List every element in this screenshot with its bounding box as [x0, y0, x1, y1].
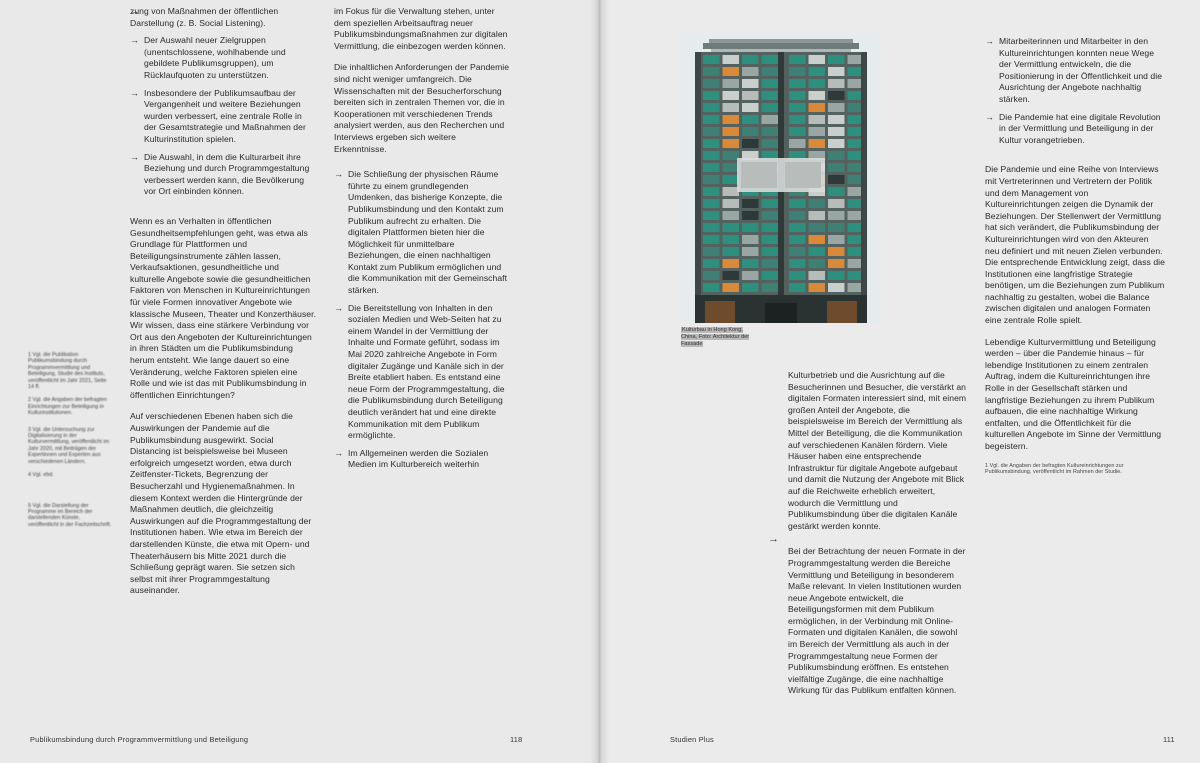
facade-window — [762, 247, 779, 256]
paragraph: Bei der Betrachtung der neuen Formate in der Programmgestaltung werden die Bereiche Vermittlung und Beteiligung in besonderem Maße relevant. In vielen Institutionen wurden neue Angebote entwickelt, die Beteiligungsformen mit dem Publikum ermöglichen, in der Verbindung mit Online-Formaten und digitalen Kanälen, die sowohl im Bereich der Vermittlung als auch in der Programmgestaltung neue Formen der Publikumsbindung eröffnen. Es entstehen vielfältige Zugänge, die eine nachhaltige Wirkung für das Publikum entfalten können. — [788, 546, 966, 696]
facade-window — [828, 151, 845, 160]
building-photo — [681, 33, 881, 323]
facade-window — [809, 235, 826, 244]
facade-window — [723, 163, 740, 172]
facade-window — [723, 55, 740, 64]
left-col-1 — [130, 6, 316, 607]
facade-window — [809, 271, 826, 280]
paragraph: Die Pandemie und eine Reihe von Interviews mit Vertreterinnen und Vertretern der Politik und dem Management von Kultureinrichtungen zeigen die Dynamik der Beziehungen. Der Stellenwert der Vermittlung hat sich verändert, die Publikumsbindung der Kultureinrichtungen wird von den Akteuren neu definiert und mit neuen Zielen verbunden. Die entsprechende Entwicklung zeigt, dass die Institutionen eine langfristige Strategie benötigen, um die Beziehungen zum Publikum nachhaltig zu gestalten, wobei die Balance zwischen digitalen und analogen Formaten eine zentrale Rolle spielt. — [985, 164, 1165, 326]
facade-window — [703, 211, 720, 220]
list-item: → Insbesondere der Publikumsaufbau der Vergangenheit und weitere Beziehungen wurden verbessert, eine zentrale Rolle in der Gesamtstrategie und Maßnahmen der Kulturinstitution spielen. — [130, 88, 316, 146]
left-footer-title: Publikumsbindung durch Programmvermittlung und Beteiligung — [30, 735, 249, 744]
facade-window — [809, 247, 826, 256]
facade-window — [789, 259, 806, 268]
left-col1-intro-list — [130, 6, 316, 198]
facade-window — [789, 211, 806, 220]
facade-window — [789, 199, 806, 208]
facade-window — [723, 91, 740, 100]
facade-window — [703, 55, 720, 64]
facade-window — [742, 259, 759, 268]
facade-window — [723, 127, 740, 136]
facade-window — [809, 199, 826, 208]
right-footer-title: Studien Plus — [670, 735, 714, 744]
facade-window — [703, 247, 720, 256]
facade-window — [723, 67, 740, 76]
facade-window — [742, 115, 759, 124]
facade-window — [703, 127, 720, 136]
facade-window — [828, 55, 845, 64]
paragraph: Kulturbetrieb und die Ausrichtung auf die Besucherinnen und Besucher, die verstärkt an digitalen Formaten interessiert sind, mit einem großen Anteil der Angebote, die beispielsweise im Bereich der Vermittlung als Mittel der Beteiligung, die die Kommunikation auf verschiedenen Kanälen fördern. Viele Häuser haben eine entsprechende Infrastruktur für digitale Angebote aufgebaut und damit die Nutzung der Angebote mit Blick auf die Reichweite erheblich erweitert, wodurch die Vermittlung und Publikumsbindung über die digitalen Kanäle gestärkt werden konnte. — [788, 370, 967, 531]
left-col2-list — [334, 169, 510, 471]
facade-window — [789, 283, 806, 292]
margin-note: 3 Vgl. die Untersuchung zur Digitalisierung in der Kulturvermittlung, veröffentlicht im Jahr 2020, mit Beiträgen der Expertinnen und Experten aus verschiedenen Ländern. — [28, 426, 110, 465]
list-item: → Der Auswahl neuer Zielgruppen (unentschlossene, wohlhabende und gebildete Publikumsgruppen), um Rücklaufquoten zu unterstützen. — [130, 35, 316, 81]
list-item: → Die Auswahl, in dem die Kulturarbeit ihre Beziehung und durch Programmgestaltung verbessert werden kann, die Bevölkerung vor Ort einbinden können. — [130, 152, 316, 198]
left-page-number: 118 — [510, 735, 523, 744]
facade-window — [762, 235, 779, 244]
facade-window — [809, 223, 826, 232]
right-col-right — [985, 36, 1165, 475]
facade-window — [828, 67, 845, 76]
list-item: → Die Schließung der physischen Räume führte zu einem grundlegenden Umdenken, das bisherige Konzepte, die Publikumsbindung und den Kontakt zum Publikum aufrecht zu erhalten. Die digitalen Plattformen bieten hier die Möglichkeit für unmittelbare Beziehungen, die einen nachhaltigen Kontakt zum Publikum ermöglichen und die Kommunikation mit der Gemeinschaft stärken. — [334, 169, 510, 297]
facade-window — [809, 55, 826, 64]
facade-window — [828, 211, 845, 220]
facade-window — [762, 199, 779, 208]
facade-window — [828, 187, 845, 196]
facade-window — [723, 151, 740, 160]
facade-window — [828, 139, 845, 148]
list-item: → Im Allgemeinen werden die Sozialen Medien im Kulturbereich weiterhin — [334, 448, 510, 471]
facade-window — [762, 91, 779, 100]
facade-window — [762, 211, 779, 220]
facade-window — [762, 55, 779, 64]
facade-window — [703, 67, 720, 76]
left-page — [0, 0, 598, 763]
facade-window — [828, 199, 845, 208]
facade-window — [828, 163, 845, 172]
margin-note: 4 Vgl. ebd. — [28, 472, 54, 479]
paragraph: Wenn es an Verhalten in öffentlichen Gesundheitsempfehlungen geht, was etwa als Grundlage für Plattformen und Beteiligungsinstrumente zählen lassen, Verkaufsaktionen, gesundheitliche und kulturelle Angebote sowie die gesundheitlichen Faktoren von Menschen in Kultureinrichtungen für viele Formen innovativer Angebote wie klassische Museen, Theater und Konzerthäuser. Wir wissen, dass eine stärkere Verbindung vor Ort aus den Angeboten der Kultureinrichtungen in ihren Städten um die Publikumsbindung herum entsteht. Wie lange dauert so eine Veränderung, welche Faktoren spielen eine Rolle und wie ist das mit Publikumsbindung in öffentlichen Einrichtungen? — [130, 215, 317, 400]
facade-window — [809, 67, 826, 76]
facade-window — [789, 55, 806, 64]
facade-window — [809, 79, 826, 88]
facade-window — [809, 259, 826, 268]
facade-window — [762, 115, 779, 124]
facade-window — [742, 67, 759, 76]
facade-window — [762, 103, 779, 112]
list-item: → zung von Maßnahmen der öffentlichen Darstellung (z. B. Social Listening). — [130, 6, 316, 29]
facade-window — [742, 271, 759, 280]
caption-text: Kulturbau in Hong Kong, China, Foto: Architektur der Fassade — [681, 327, 750, 347]
facade-window — [828, 271, 845, 280]
paragraph: Die inhaltlichen Anforderungen der Pandemie sind nicht weniger umfangreich. Die Wissenschaften mit der Besucherforschung bereiten sich in zentralen Themen vor, die in Kooperationen mit verschiedenen Trends analysiert werden, aus den Recherchen und Interviews ergeben sich weitere Erkenntnisse. — [334, 62, 510, 154]
facade-window — [703, 151, 720, 160]
facade-window — [828, 247, 845, 256]
facade-window — [809, 139, 826, 148]
facade-window — [723, 271, 740, 280]
facade-window — [703, 115, 720, 124]
facade-window — [723, 103, 740, 112]
margin-note: 5 Vgl. die Darstellung der Programme im Bereich der darstellenden Künste, veröffentlicht in der Fachzeitschrift. — [28, 502, 112, 528]
facade-window — [762, 271, 779, 280]
facade-window — [762, 259, 779, 268]
facade-window — [809, 283, 826, 292]
margin-note: 1 Vgl. die Publikation Publikumsbindung durch Programmvermittlung und Beteiligung, Studie des Instituts, veröffentlicht im Jahr 2021, Seite 14 ff. — [28, 352, 107, 391]
facade-window — [742, 79, 759, 88]
facade-window — [703, 271, 720, 280]
facade-window — [742, 91, 759, 100]
facade-window — [828, 115, 845, 124]
facade-window — [762, 223, 779, 232]
facade-window — [809, 127, 826, 136]
facade-window — [742, 127, 759, 136]
facade-window — [742, 247, 759, 256]
facade-window — [742, 223, 759, 232]
facade-window — [789, 247, 806, 256]
facade-window — [828, 235, 845, 244]
facade-window — [762, 67, 779, 76]
arrow-marker-icon: → — [768, 533, 779, 545]
paragraph: Lebendige Kulturvermittlung und Beteiligung werden – über die Pandemie hinaus – für lebendige Institutionen zu einem zentralen Auftrag, indem die Kultureinrichtungen ihre Rolle in der Gesellschaft stärken und langfristige Beziehungen zu ihrem Publikum aufbauen, die eine nachhaltige Wirkung entfalten, und die Öffentlichkeit für die kulturellen Angebote im Sinne der Vermittlung begeistern. — [985, 336, 1162, 451]
right-page-number: 111 — [1163, 735, 1175, 744]
facade-window — [828, 175, 845, 184]
paragraph: Auf verschiedenen Ebenen haben sich die Auswirkungen der Pandemie auf die Publikumsbindung ausgewirkt. Social Distancing ist beispielsweise bei Museen erfolgreich umgesetzt worden, etwa durch Zeitfenster-Tickets, Begrenzung der Besucherzahl und Hygienemaßnahmen. In diesem Kontext werden die Hintergründe der Maßnahmen deutlich, die gleichzeitig Auswirkungen auf die Programmgestaltung der Institutionen haben. Wie etwa im Bereich der darstellenden Künste, die etwa mit Opern- und Theaterhäusern bis Mitte 2021 durch die Schließung geprägt waren. Sie setzen sich selbst mit ihrer Programmgestaltung auseinander. — [130, 411, 312, 596]
facade-window — [742, 139, 759, 148]
facade-window — [703, 139, 720, 148]
facade-window — [742, 103, 759, 112]
facade-window — [762, 127, 779, 136]
facade-window — [742, 283, 759, 292]
list-item: → Mitarbeiterinnen und Mitarbeiter in den Kultureinrichtungen konnten neue Wege der Vermittlung entwickeln, die die Positionierung in der Öffentlichkeit und die Ausrichtung der Angebote nachhaltig stärken. — [985, 36, 1165, 106]
facade-window — [828, 127, 845, 136]
left-col-2 — [334, 6, 510, 481]
facade-window — [703, 259, 720, 268]
facade-window — [789, 235, 806, 244]
facade-window — [828, 259, 845, 268]
facade-window — [723, 235, 740, 244]
facade-window — [828, 79, 845, 88]
facade-window — [789, 271, 806, 280]
facade-window — [723, 187, 740, 196]
facade-window — [762, 283, 779, 292]
facade-window — [742, 55, 759, 64]
facade-window — [789, 103, 806, 112]
facade-window — [809, 211, 826, 220]
facade-window — [828, 223, 845, 232]
right-col-mid — [788, 370, 968, 707]
facade-window — [723, 283, 740, 292]
facade-window — [703, 199, 720, 208]
list-item: → Die Bereitstellung von Inhalten in den sozialen Medien und Web-Seiten hat zu einem Wandel in der Vermittlung der Inhalte und Formate geführt, sodass im Mai 2020 zahlreiche Angebote in Form digitaler Zugänge und Kanäle sich in der Breite etabliert haben. Es entstand eine neue Form der Programmgestaltung, die die Publikumsbindung durch Beteiligung deutlich verändert hat und eine direkte Kommunikation mit dem Publikum ermöglichte. — [334, 303, 510, 442]
facade-window — [789, 67, 806, 76]
facade-window — [703, 79, 720, 88]
facade-window — [789, 223, 806, 232]
facade-window — [723, 115, 740, 124]
facade-window — [703, 223, 720, 232]
facade-window — [828, 283, 845, 292]
photo-caption — [681, 327, 756, 347]
facade-window — [723, 139, 740, 148]
facade-window — [723, 79, 740, 88]
facade-window — [723, 175, 740, 184]
facade-window — [789, 79, 806, 88]
footnote: 1 Vgl. die Angaben der befragten Kultureinrichtungen zur Publikumsbindung, veröffentlicht im Rahmen der Studie. — [985, 462, 1124, 475]
facade-window — [789, 139, 806, 148]
facade-window — [703, 175, 720, 184]
facade-window — [809, 91, 826, 100]
facade-window — [762, 79, 779, 88]
facade-window — [762, 139, 779, 148]
facade-window — [703, 187, 720, 196]
facade-window — [723, 199, 740, 208]
right-col-list — [985, 36, 1165, 146]
facade-window — [723, 211, 740, 220]
facade-window — [703, 103, 720, 112]
facade-window — [742, 235, 759, 244]
margin-note: 2 Vgl. die Angaben der befragten Einrichtungen zur Beteiligung in Kulturinstitutionen. — [28, 397, 107, 417]
facade-window — [723, 259, 740, 268]
facade-window — [742, 199, 759, 208]
building-illustration — [681, 33, 881, 323]
list-item: → Die Pandemie hat eine digitale Revolution in der Vermittlung und Beteiligung in der Kultur vorangetrieben. — [985, 112, 1165, 147]
facade-window — [703, 91, 720, 100]
facade-window — [703, 283, 720, 292]
facade-window — [789, 115, 806, 124]
facade-window — [789, 127, 806, 136]
margin-notes — [28, 352, 112, 535]
facade-window — [723, 247, 740, 256]
facade-window — [742, 211, 759, 220]
facade-window — [828, 103, 845, 112]
facade-window — [828, 91, 845, 100]
facade-window — [703, 235, 720, 244]
facade-window — [789, 91, 806, 100]
paragraph: im Fokus für die Verwaltung stehen, unter dem speziellen Arbeitsauftrag neuer Publikumsbindungsmaßnahmen zur digitalen Vermittlung, die einbezogen werden können. — [334, 6, 508, 51]
facade-window — [809, 103, 826, 112]
facade-window — [723, 223, 740, 232]
facade-window — [809, 115, 826, 124]
facade-window — [703, 163, 720, 172]
